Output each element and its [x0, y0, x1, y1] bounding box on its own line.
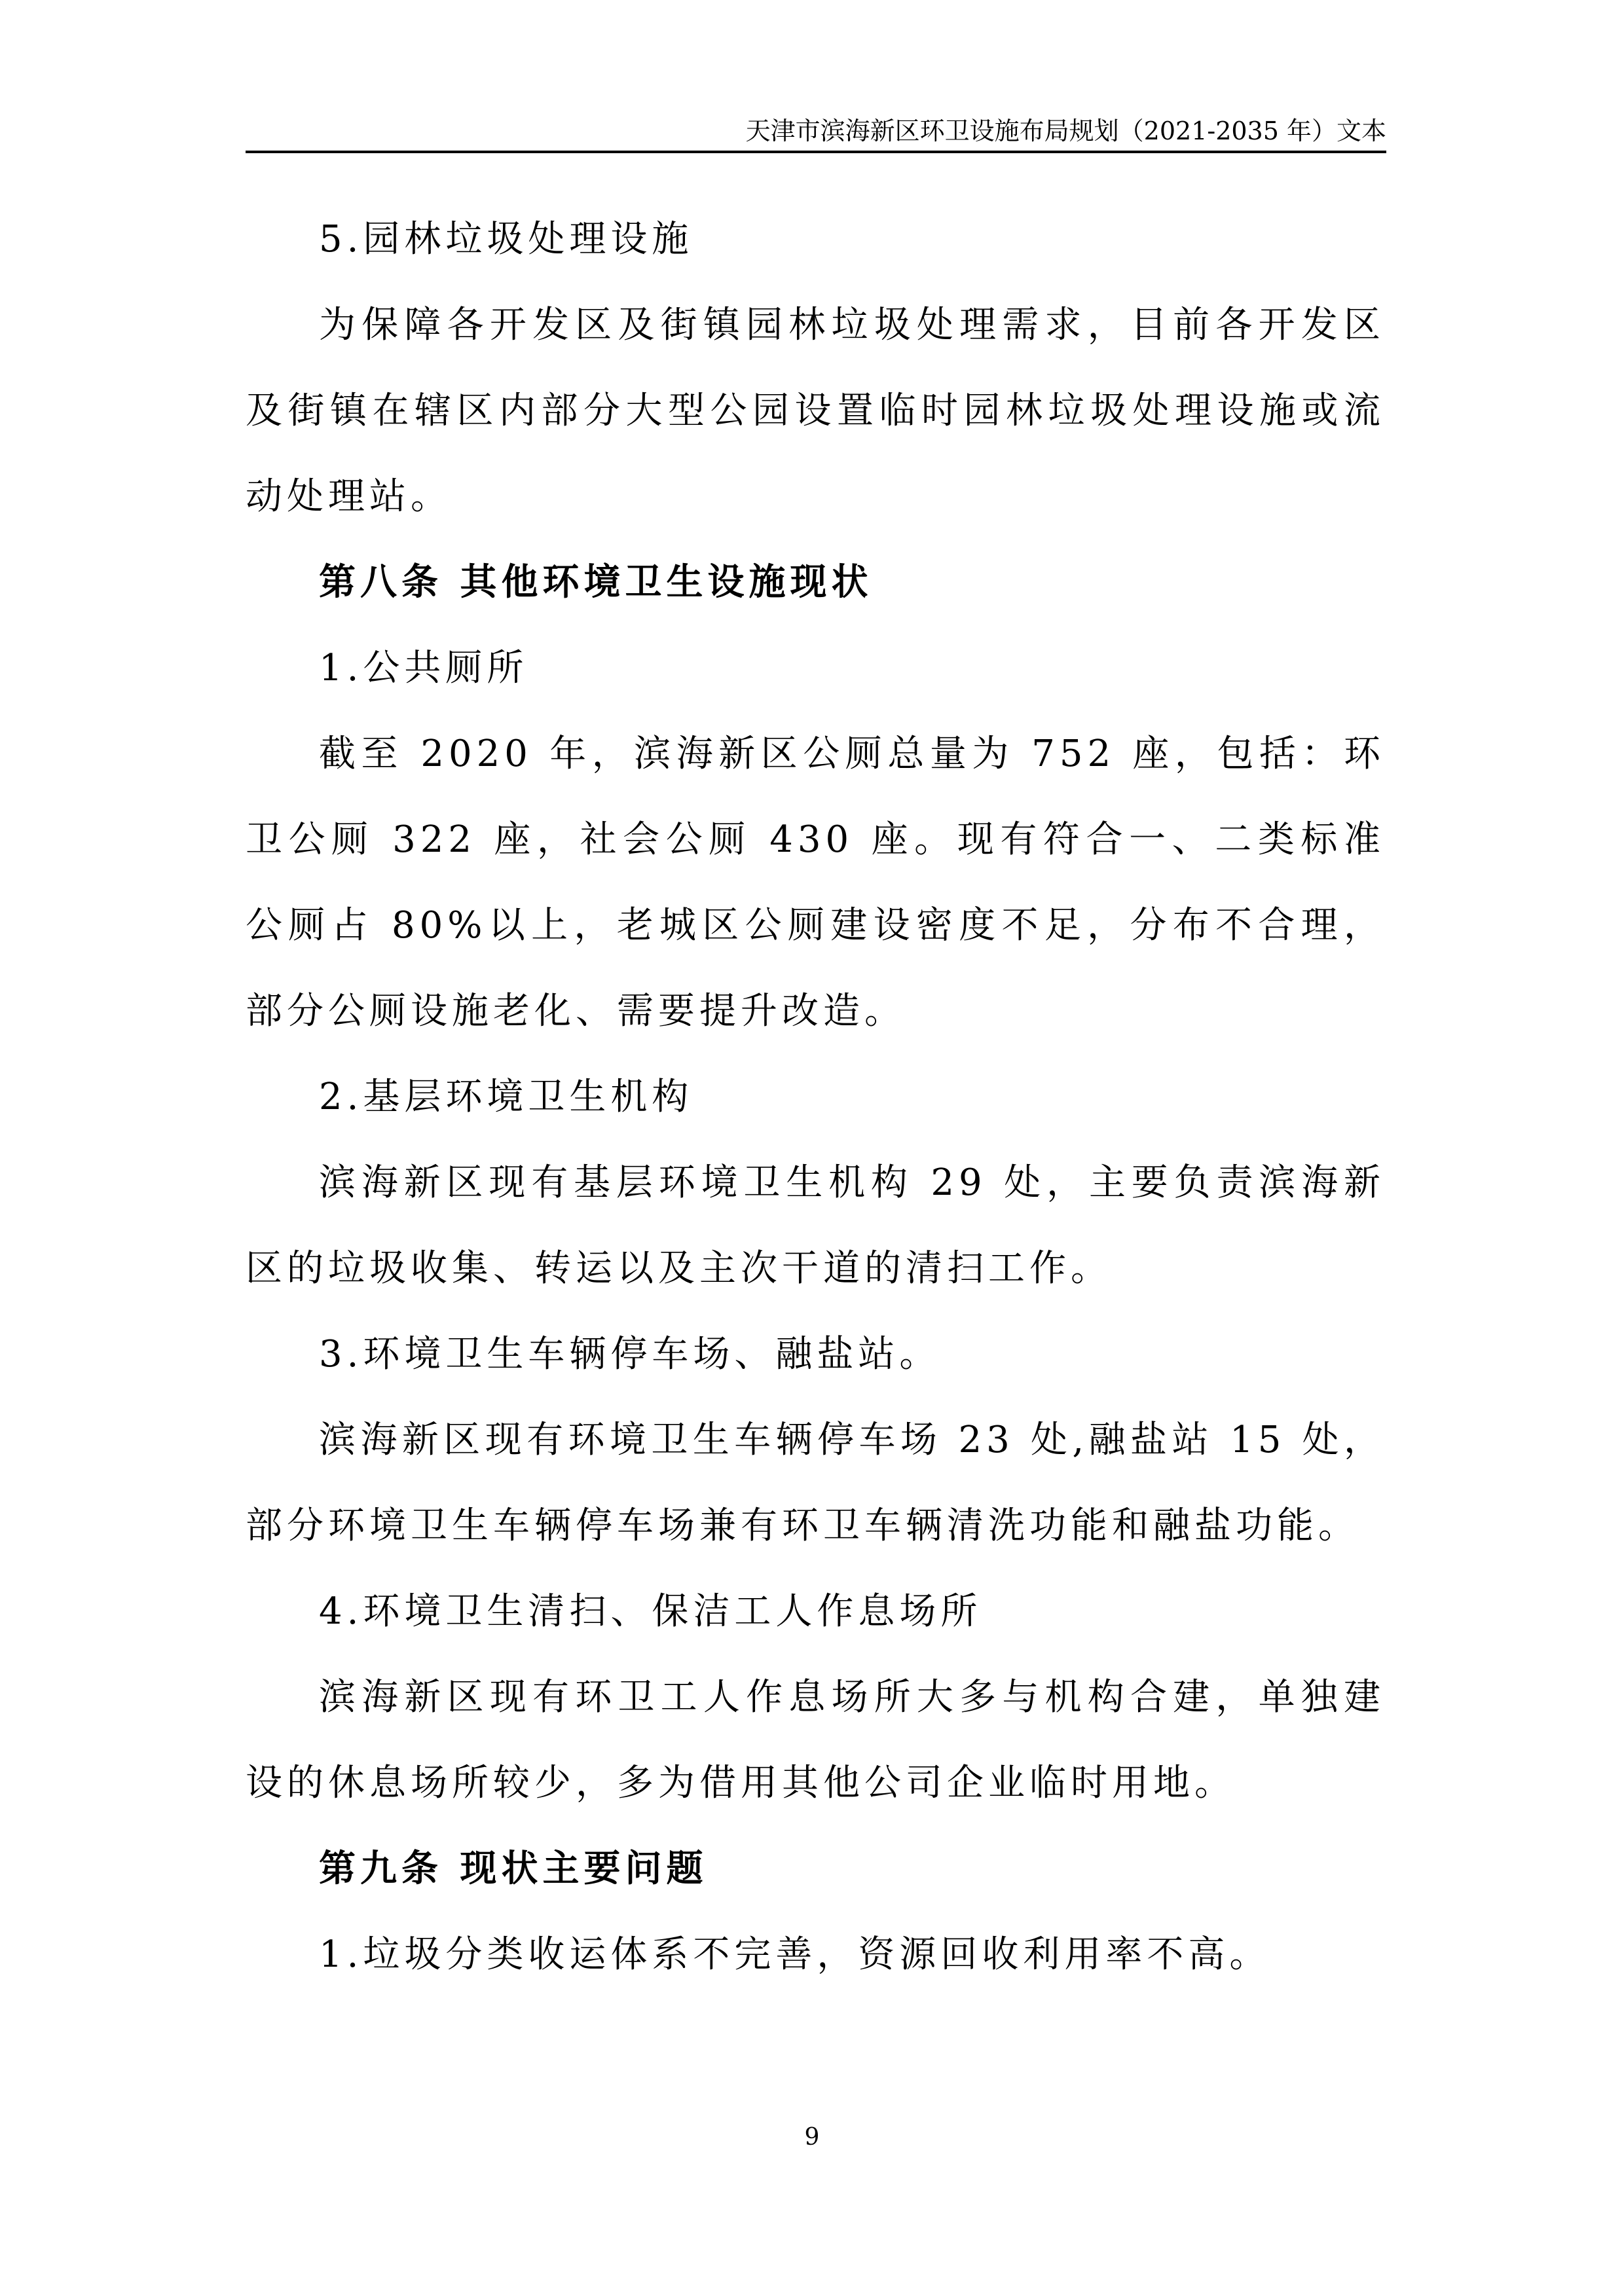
page-number: 9: [804, 2124, 820, 2151]
body-paragraph: 截至 2020 年，滨海新区公厕总量为 752 座，包括：环卫公厕 322 座，社会公厕 430 座。现有符合一、二类标准公厕占 80%以上，老城区公厕建设密度不足，分布不合理，部分公厕设施老化、需要提升改造。: [246, 733, 1385, 1032]
section-subheading: 3.环境卫生车辆停车场、融盐站。: [319, 1333, 941, 1376]
section-subheading: 5.园林垃圾处理设施: [319, 218, 693, 261]
page-body: [246, 196, 1385, 1997]
body-paragraph: 滨海新区现有环境卫生车辆停车场 23 处,融盐站 15 处，部分环境卫生车辆停车场兼有环卫车辆清洗功能和融盐功能。: [246, 1419, 1385, 1547]
article-heading: 第九条 现状主要问题: [319, 1848, 708, 1890]
running-header: 天津市滨海新区环卫设施布局规划（2021-2035 年）文本: [745, 117, 1386, 145]
article-heading: 第八条 其他环境卫生设施现状: [319, 561, 873, 604]
section-subheading: 1.垃圾分类收运体系不完善，资源回收利用率不高。: [319, 1933, 1271, 1976]
body-paragraph: 为保障各开发区及街镇园林垃圾处理需求，目前各开发区及街镇在辖区内部分大型公园设置临时园林垃圾处理设施或流动处理站。: [246, 304, 1385, 518]
section-subheading: 1.公共厕所: [319, 647, 528, 689]
body-paragraph: 滨海新区现有环卫工人作息场所大多与机构合建，单独建设的休息场所较少，多为借用其他公司企业临时用地。: [246, 1676, 1385, 1804]
header-divider: [246, 151, 1386, 153]
section-subheading: 2.基层环境卫生机构: [319, 1076, 693, 1118]
section-subheading: 4.环境卫生清扫、保洁工人作息场所: [319, 1590, 982, 1633]
body-paragraph: 滨海新区现有基层环境卫生机构 29 处，主要负责滨海新区的垃圾收集、转运以及主次干道的清扫工作。: [246, 1161, 1385, 1290]
